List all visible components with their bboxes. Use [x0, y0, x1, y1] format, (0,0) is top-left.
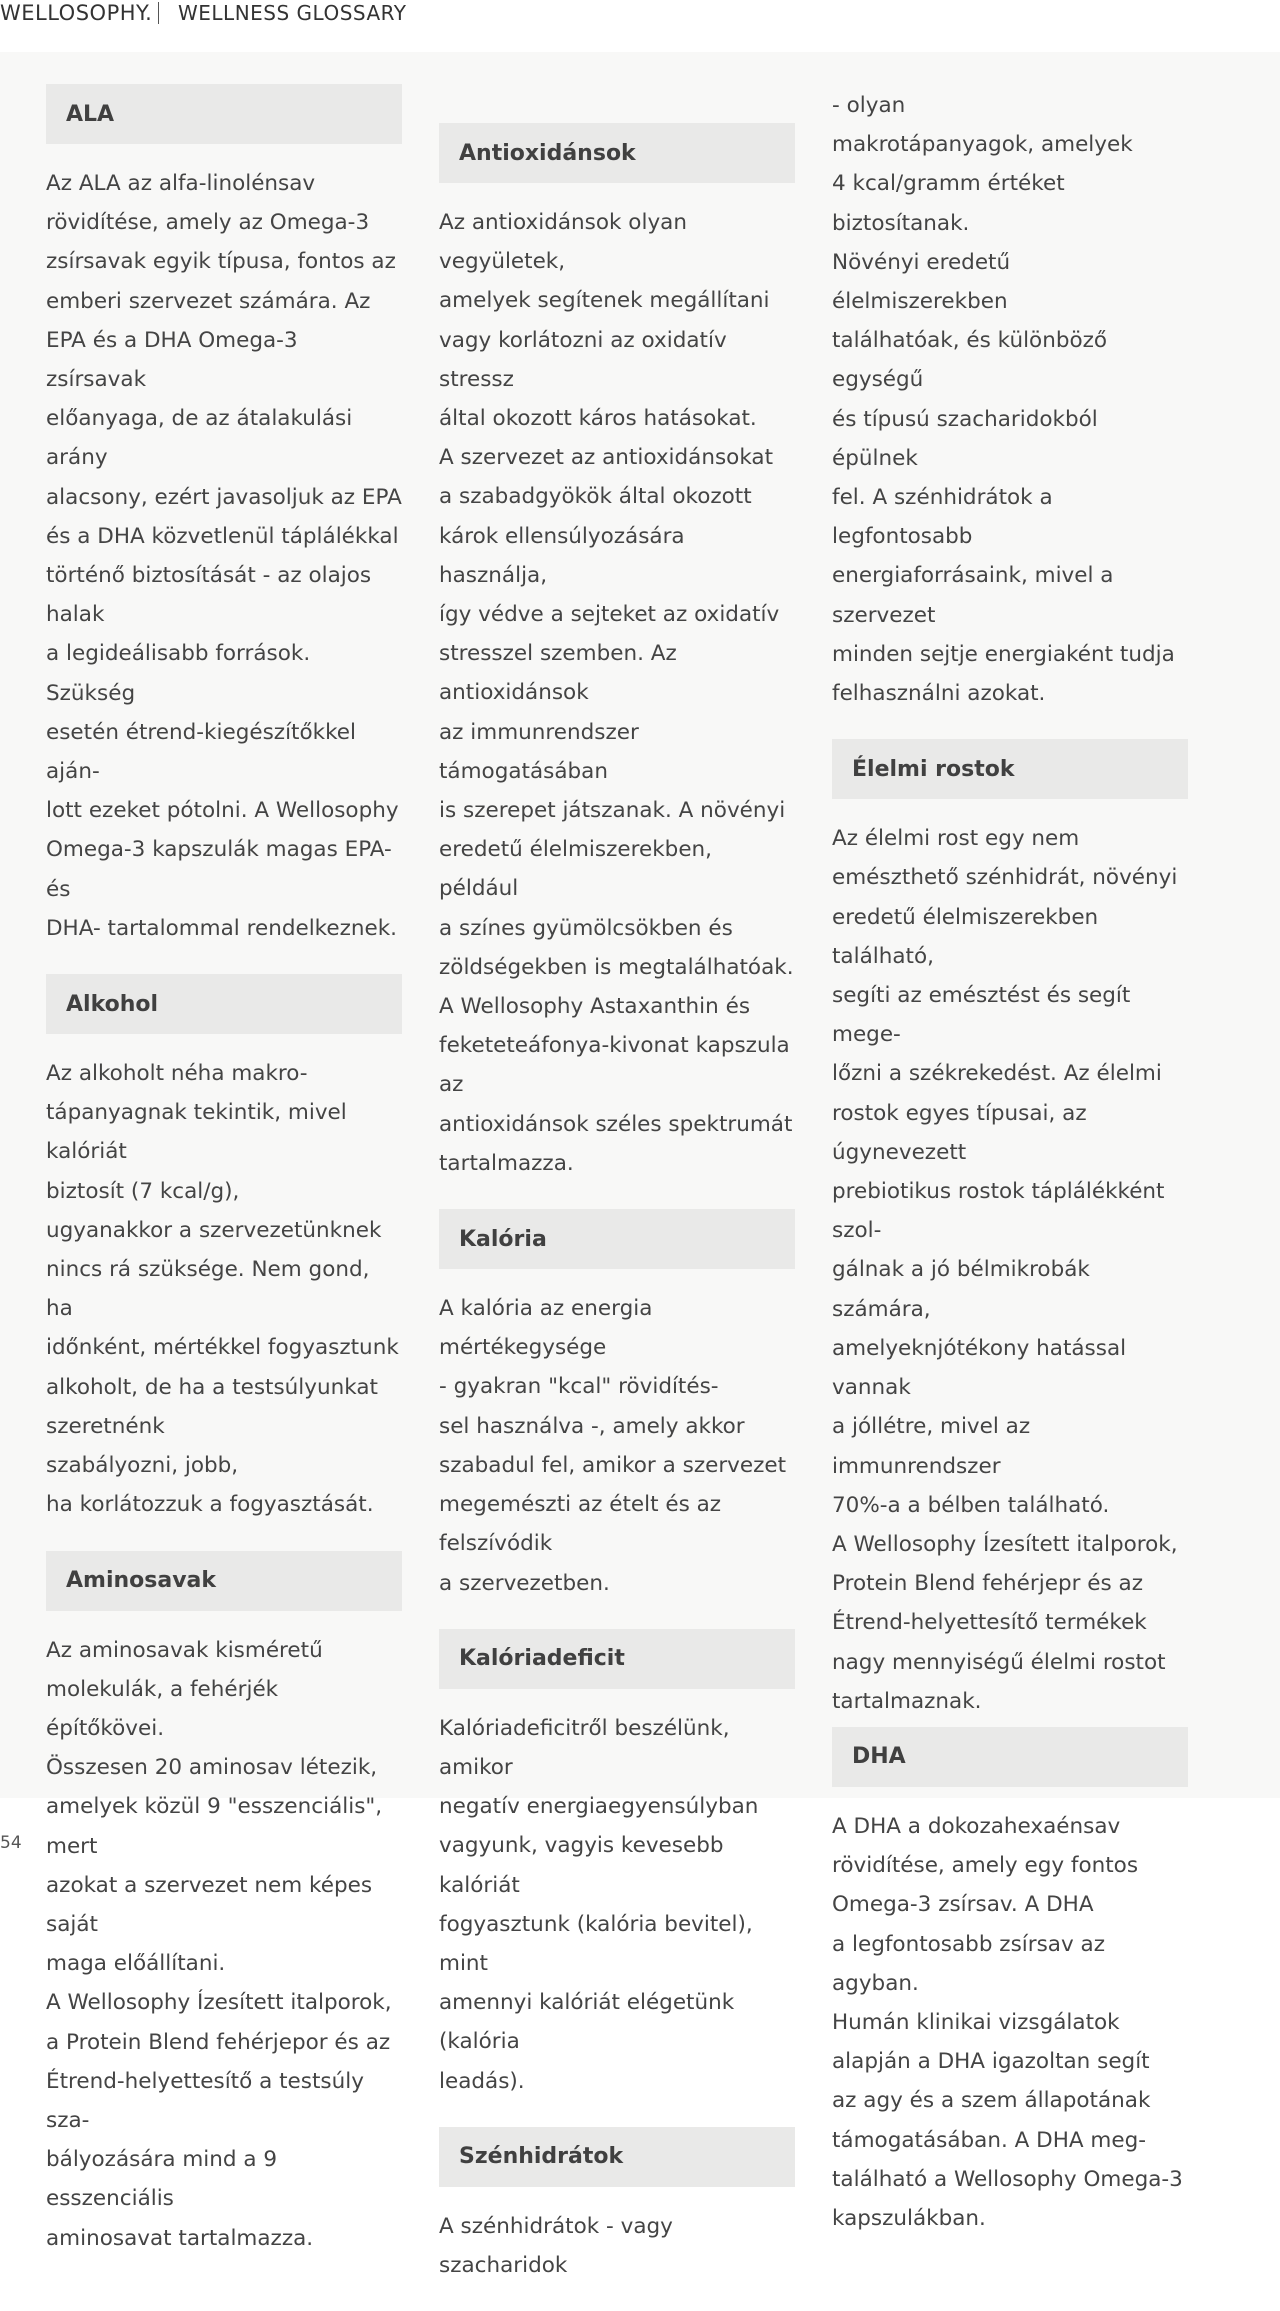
entry-text-aminosavak: Az aminosavak kisméretű molekulák, a fehérjék építőkövei. Összesen 20 aminosav létezik, amelyek közül 9 "esszenciális", mert azokat a szervezet nem képes saját maga előállítani. A Wellosophy Ízesített italporok, a Protein Blend fehérjepor és az Étrend-helyettesítő a testsúly sza- bályozására mind a 9 esszenciális aminosavat tartalmazza. [46, 1637, 392, 2251]
entry-heading-elelmi-rostok: Élelmi rostok [832, 739, 1188, 799]
entry-text-dha: A DHA a dokozahexaénsav rövidítése, amely egy fontos Omega-3 zsírsav. A DHA a legfontosabb zsírsav az agyban. Humán klinikai vizsgálatok alapján a DHA igazoltan segít az agy és a szem állapotának támogatásában. A DHA meg- található a Wellosophy Omega-3 kapszulákban. [832, 1813, 1183, 2231]
entry-text-szenhidratok-continued: - olyan makrotápanyagok, amelyek 4 kcal/gramm értéket biztosítanak. Növényi eredetű élelmiszerekben találhatóak, és különböző egységű és típusú szacharidokból épülnek fel. A szénhidrátok a legfontosabb energiaforrásaink, mivel a szervezet minden sejtje energiaként tudja felhasználni azokat. [832, 93, 1175, 707]
glossary-column-1 [46, 84, 402, 2284]
glossary-column-2 [439, 123, 795, 2311]
entry-heading-dha: DHA [832, 1727, 1188, 1787]
entry-heading-aminosavak: Aminosavak [46, 1551, 402, 1611]
header-title: WELLNESS GLOSSARY [178, 1, 407, 25]
glossary-column-3 [832, 86, 1188, 2264]
page-header [0, 0, 1280, 52]
entry-text-szenhidratok: A szénhidrátok - vagy szacharidok [439, 2213, 673, 2278]
entry-text-antioxidansok: Az antioxidánsok olyan vegyületek, amelyek segítenek megállítani vagy korlátozni az oxidatív stressz által okozott káros hatásokat. A szervezet az antioxidánsokat a szabadgyökök által okozott károk ellensúlyozására használja, így védve a sejteket az oxidatív stresszel szemben. Az antioxidánsok az immunrendszer támogatásában is szerepet játszanak. A növényi eredetű élelmiszerekben, például a színes gyümölcsökben és zöldségekben is megtalálhatóak. A Wellosophy Astaxanthin és feketeteáfonya-kivonat kapszula az antioxidánsok széles spektrumát tartalmazza. [439, 210, 794, 1176]
entry-text-alkohol: Az alkoholt néha makro- tápanyagnak tekintik, mivel kalóriát biztosít (7 kcal/g), ugyanakkor a szervezetünknek nincs rá szüksége. Nem gond, ha időnként, mértékkel fogyasztunk alkoholt, de ha a testsúlyunkat szeretnénk szabályozni, jobb, ha korlátozzuk a fogyasztását. [46, 1061, 399, 1518]
entry-heading-szenhidratok: Szénhidrátok [439, 2127, 795, 2187]
entry-heading-ala: ALA [46, 84, 402, 144]
header-divider [158, 2, 159, 24]
entry-heading-antioxidansok: Antioxidánsok [439, 123, 795, 183]
page-number: 54 [0, 1833, 22, 1853]
entry-text-kaloria: A kalória az energia mértékegysége - gyakran "kcal" rövidítés- sel használva -, amely akkor szabadul fel, amikor a szervezet megemészti az ételt és az felszívódik a szervezetben. [439, 1296, 787, 1596]
entry-text-ala: Az ALA az alfa-linolénsav rövidítése, amely az Omega-3 zsírsavak egyik típusa, fontos az emberi szervezet számára. Az EPA és a DHA Omega-3 zsírsavak előanyaga, de az átalakulási arány alacsony, ezért javasoljuk az EPA és a DHA közvetlenül táplálékkal történő biztosítását - az olajos halak a legideálisabb források. Szükség esetén étrend-kiegészítőkkel aján- lott ezeket pótolni. A Wellosophy Omega-3 kapszulák magas EPA- és DHA- tartalommal rendelkeznek. [46, 171, 402, 941]
entry-text-elelmi-rostok: Az élelmi rost egy nem emészthető szénhidrát, növényi eredetű élelmiszerekben található, segíti az emésztést és segít mege- lőzni a székrekedést. Az élelmi rostok egyes típusai, az úgynevezett prebiotikus rostok táplálékként szol- gálnak a jó bélmikrobák számára, amelyeknjótékony hatással vannak a jóllétre, mivel az immunrendszer 70%-a a bélben található. A Wellosophy Ízesített italporok, Protein Blend fehérjepr és az Étrend-helyettesítő termékek nagy mennyiségű élelmi rostot tartalmaznak. [832, 826, 1178, 1714]
brand-logo: WELLOSOPHY. [0, 1, 153, 25]
entry-heading-kaloria: Kalória [439, 1209, 795, 1269]
entry-text-kaloriadeficit: Kalóriadeficitről beszélünk, amikor negatív energiaegyensúlyban vagyunk, vagyis kevesebb kalóriát fogyasztunk (kalória bevitel), mint amennyi kalóriát elégetünk (kalória leadás). [439, 1715, 759, 2094]
entry-heading-alkohol: Alkohol [46, 974, 402, 1034]
entry-heading-kaloriadeficit: Kalóriadeficit [439, 1629, 795, 1689]
